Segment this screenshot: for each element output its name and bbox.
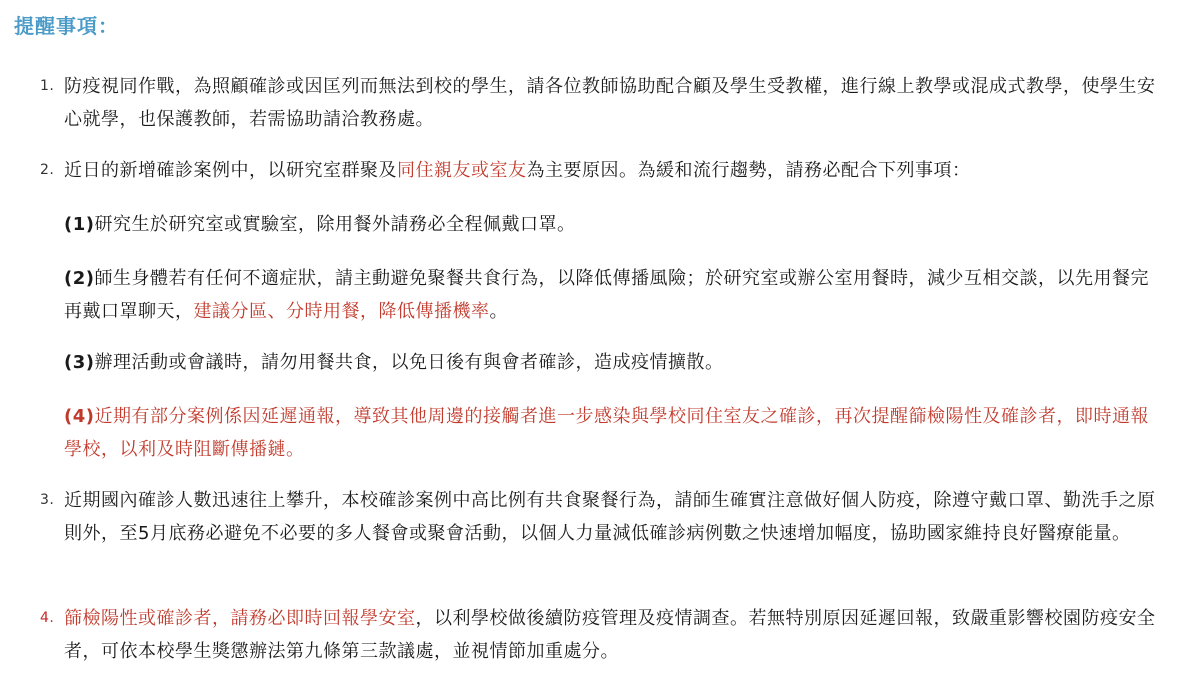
item-text: 近日的新增確診案例中，以研究室群聚及 (64, 160, 397, 181)
subitem-4 (64, 400, 1164, 466)
subitem-mark: (3) (64, 352, 95, 373)
subitem-2 (64, 262, 1164, 328)
item-text: ，以利學校做後續防疫管理及疫情調查。若無特別原因延遲回報，致嚴重影響校園防疫安全者，可依本校學生獎懲辦法第九條第三款議處，並視情節加重處分。 (64, 608, 1156, 662)
subitem-mark: (1) (64, 214, 95, 235)
subitem-text: 近期有部分案例係因延遲通報，導致其他周邊的接觸者進一步感染與學校同住室友之確診，再次提醒篩檢陽性及確診者，即時通報學校，以利及時阻斷傳播鏈。 (64, 406, 1149, 460)
subitem-1 (64, 208, 1164, 241)
item-text-highlight: 篩檢陽性或確診者，請務必即時回報學安室 (64, 608, 416, 629)
subitem-text: 師生身體若有任何不適症狀，請主動避免聚餐共食行為，以降低傳播風險；於研究室或辦公室用餐時，減少互相交談，以先用餐完再戴口罩聊天， (64, 268, 1149, 322)
item-text-highlight: 同住親友或室友 (397, 160, 527, 181)
item-text: 近期國內確診人數迅速往上攀升，本校確診案例中高比例有共食聚餐行為，請師生確實注意做好個人防疫，除遵守戴口罩、勤洗手之原則外，至5月底務必避免不必要的多人餐會或聚會活動，以個人力量減低確診病例數之快速增加幅度，協助國家維持良好醫療能量。 (64, 490, 1156, 544)
subitem-text: 研究生於研究室或實驗室，除用餐外請務必全程佩戴口罩。 (94, 214, 576, 235)
item-number: 1. (40, 78, 55, 94)
subitem-3 (64, 346, 1164, 379)
item-number: 4. (40, 610, 55, 626)
page-title: 提醒事項： (14, 14, 119, 38)
item-number: 2. (40, 162, 55, 178)
list-item-3 (40, 484, 1164, 550)
item-text: 為主要原因。為緩和流行趨勢，請務必配合下列事項： (526, 160, 971, 181)
item-number: 3. (40, 492, 55, 508)
subitem-text-highlight: 建議分區、分時用餐，降低傳播機率 (193, 301, 490, 322)
list-item-4 (40, 602, 1164, 668)
item-text: 防疫視同作戰，為照顧確診或因匡列而無法到校的學生，請各位教師協助配合顧及學生受教權，進行線上教學或混成式教學，使學生安心就學，也保護教師，若需協助請洽教務處。 (64, 76, 1156, 130)
subitem-mark: (4) (64, 406, 95, 427)
subitem-text: 。 (489, 301, 508, 322)
subitem-text: 辦理活動或會議時，請勿用餐共食，以免日後有與會者確診，造成疫情擴散。 (94, 352, 724, 373)
list-item-2 (40, 154, 1164, 187)
subitem-mark: (2) (64, 268, 95, 289)
list-item-1 (40, 70, 1164, 136)
